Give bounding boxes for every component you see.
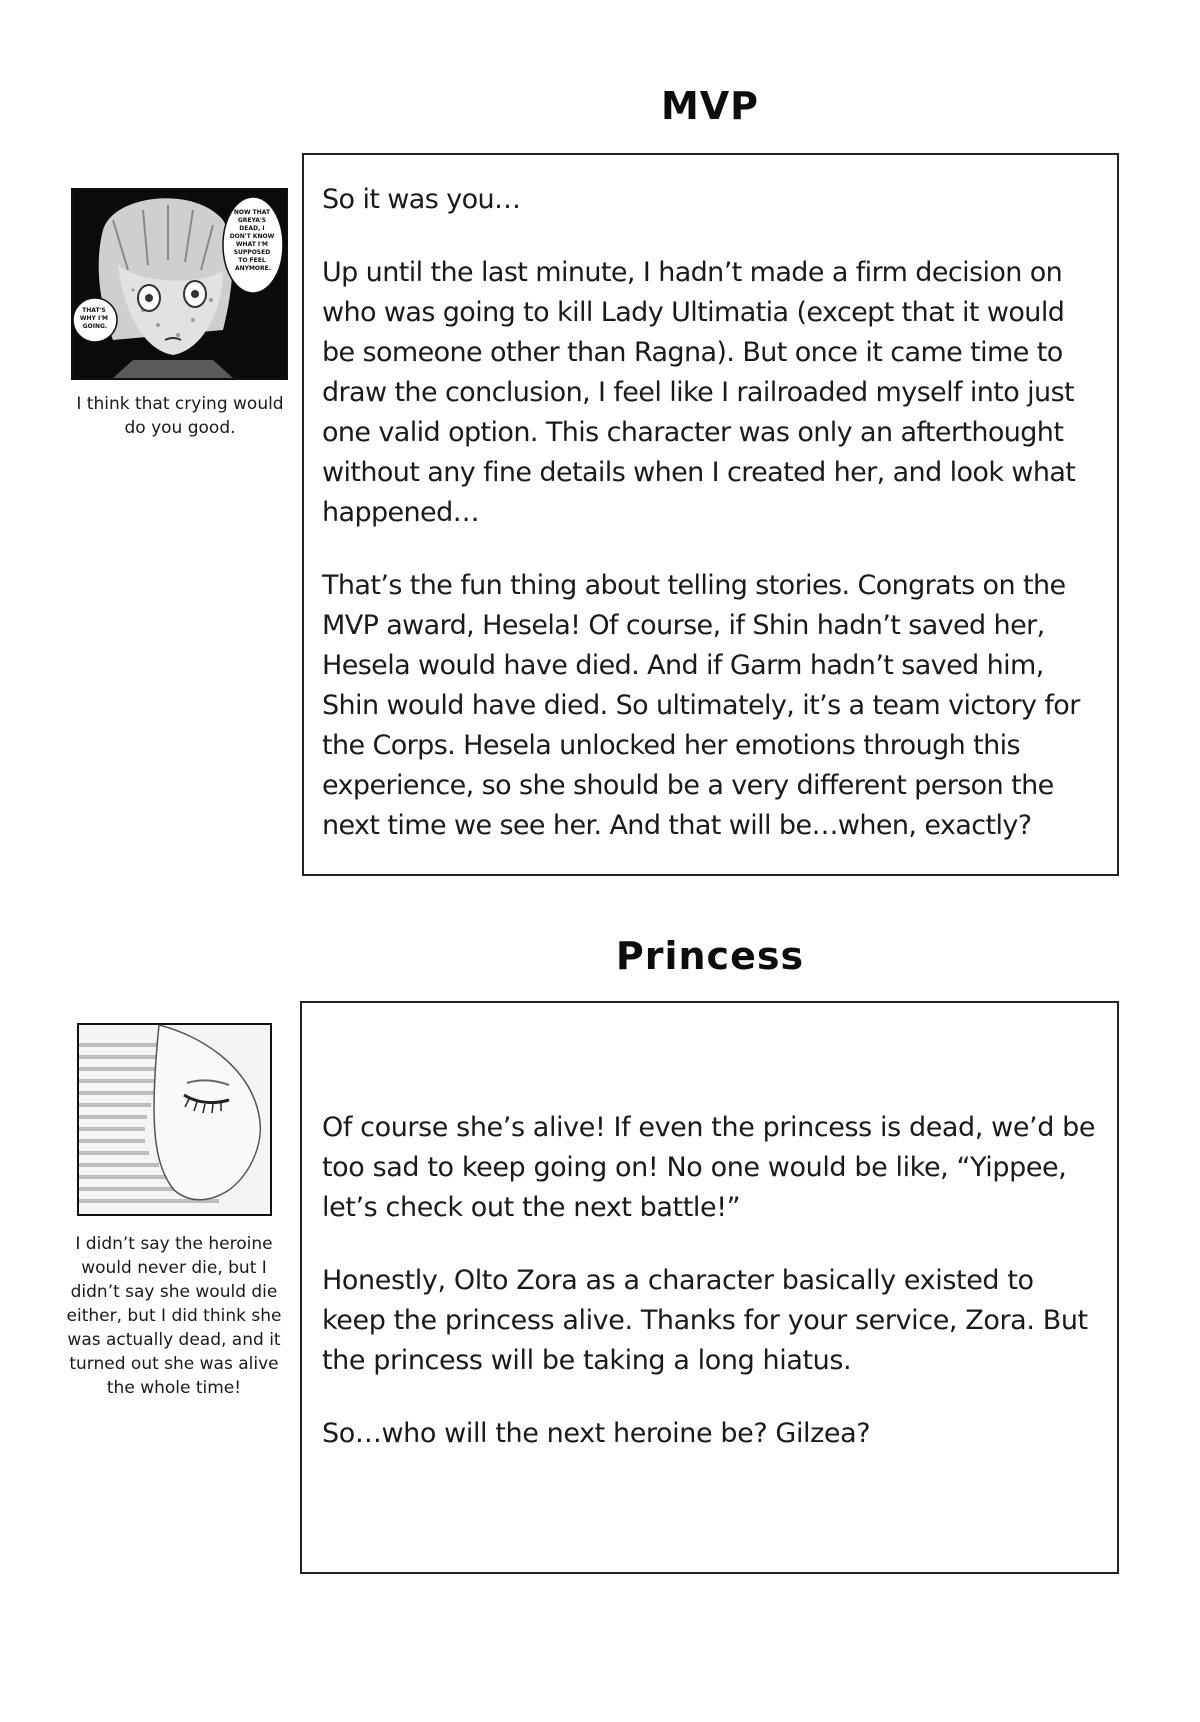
hesela-illustration [73,190,286,378]
section-title-mvp: MVP [660,84,760,128]
princess-paragraph: Of course she’s alive! If even the princess is dead, we’d be too sad to keep going on! No one would be like, “Yippee, let’s check out the next battle!” [322,1112,1096,1223]
bubble-text-2: THAT'S WHY I'M GOING. [79,307,109,330]
bubble-text-1: NOW THAT GREYA'S DEAD, I DON'T KNOW WHAT I'M SUPPOSED TO FEEL ANYMORE. [229,209,275,272]
section-title-princess: Princess [615,934,805,978]
manga-panel-hesela [71,188,288,380]
princess-paragraph: Honestly, Olto Zora as a character basically existed to keep the princess alive. Thanks for your service, Zora. But the princess will be taking a long hiatus. [322,1265,1088,1376]
princess-panel-caption: I didn’t say the heroine would never die, but I didn’t say she would die either, but I did think she was actually dead, and it turned out she was alive the whole time! [66,1234,282,1398]
mvp-commentary-box [302,153,1119,876]
princess-commentary-box [300,1001,1119,1574]
princess-paragraph: So…who will the next heroine be? Gilzea? [322,1418,871,1449]
mvp-paragraph: That’s the fun thing about telling stories. Congrats on the MVP award, Hesela! Of course, if Shin hadn’t saved her, Hesela would have died. And if Garm hadn’t saved him, Shin would have died. So ultimately, it’s a team victory for the Corps. Hesela unlocked her emotions through this experience, so she should be a very different person the next time we see her. And that will be…when, exactly? [322,570,1080,841]
manga-panel-princess [77,1023,272,1216]
mvp-paragraph: So it was you… [322,184,521,215]
mvp-paragraph: Up until the last minute, I hadn’t made a firm decision on who was going to kill Lady Ultimatia (except that it would be someone other than Ragna). But once it came time to draw the conclusion, I feel like I railroaded myself into just one valid option. This character was only an afterthought without any fine details when I created her, and look what happened… [322,257,1076,528]
mvp-panel-caption: I think that crying would do you good. [76,394,284,438]
princess-illustration [79,1025,270,1214]
